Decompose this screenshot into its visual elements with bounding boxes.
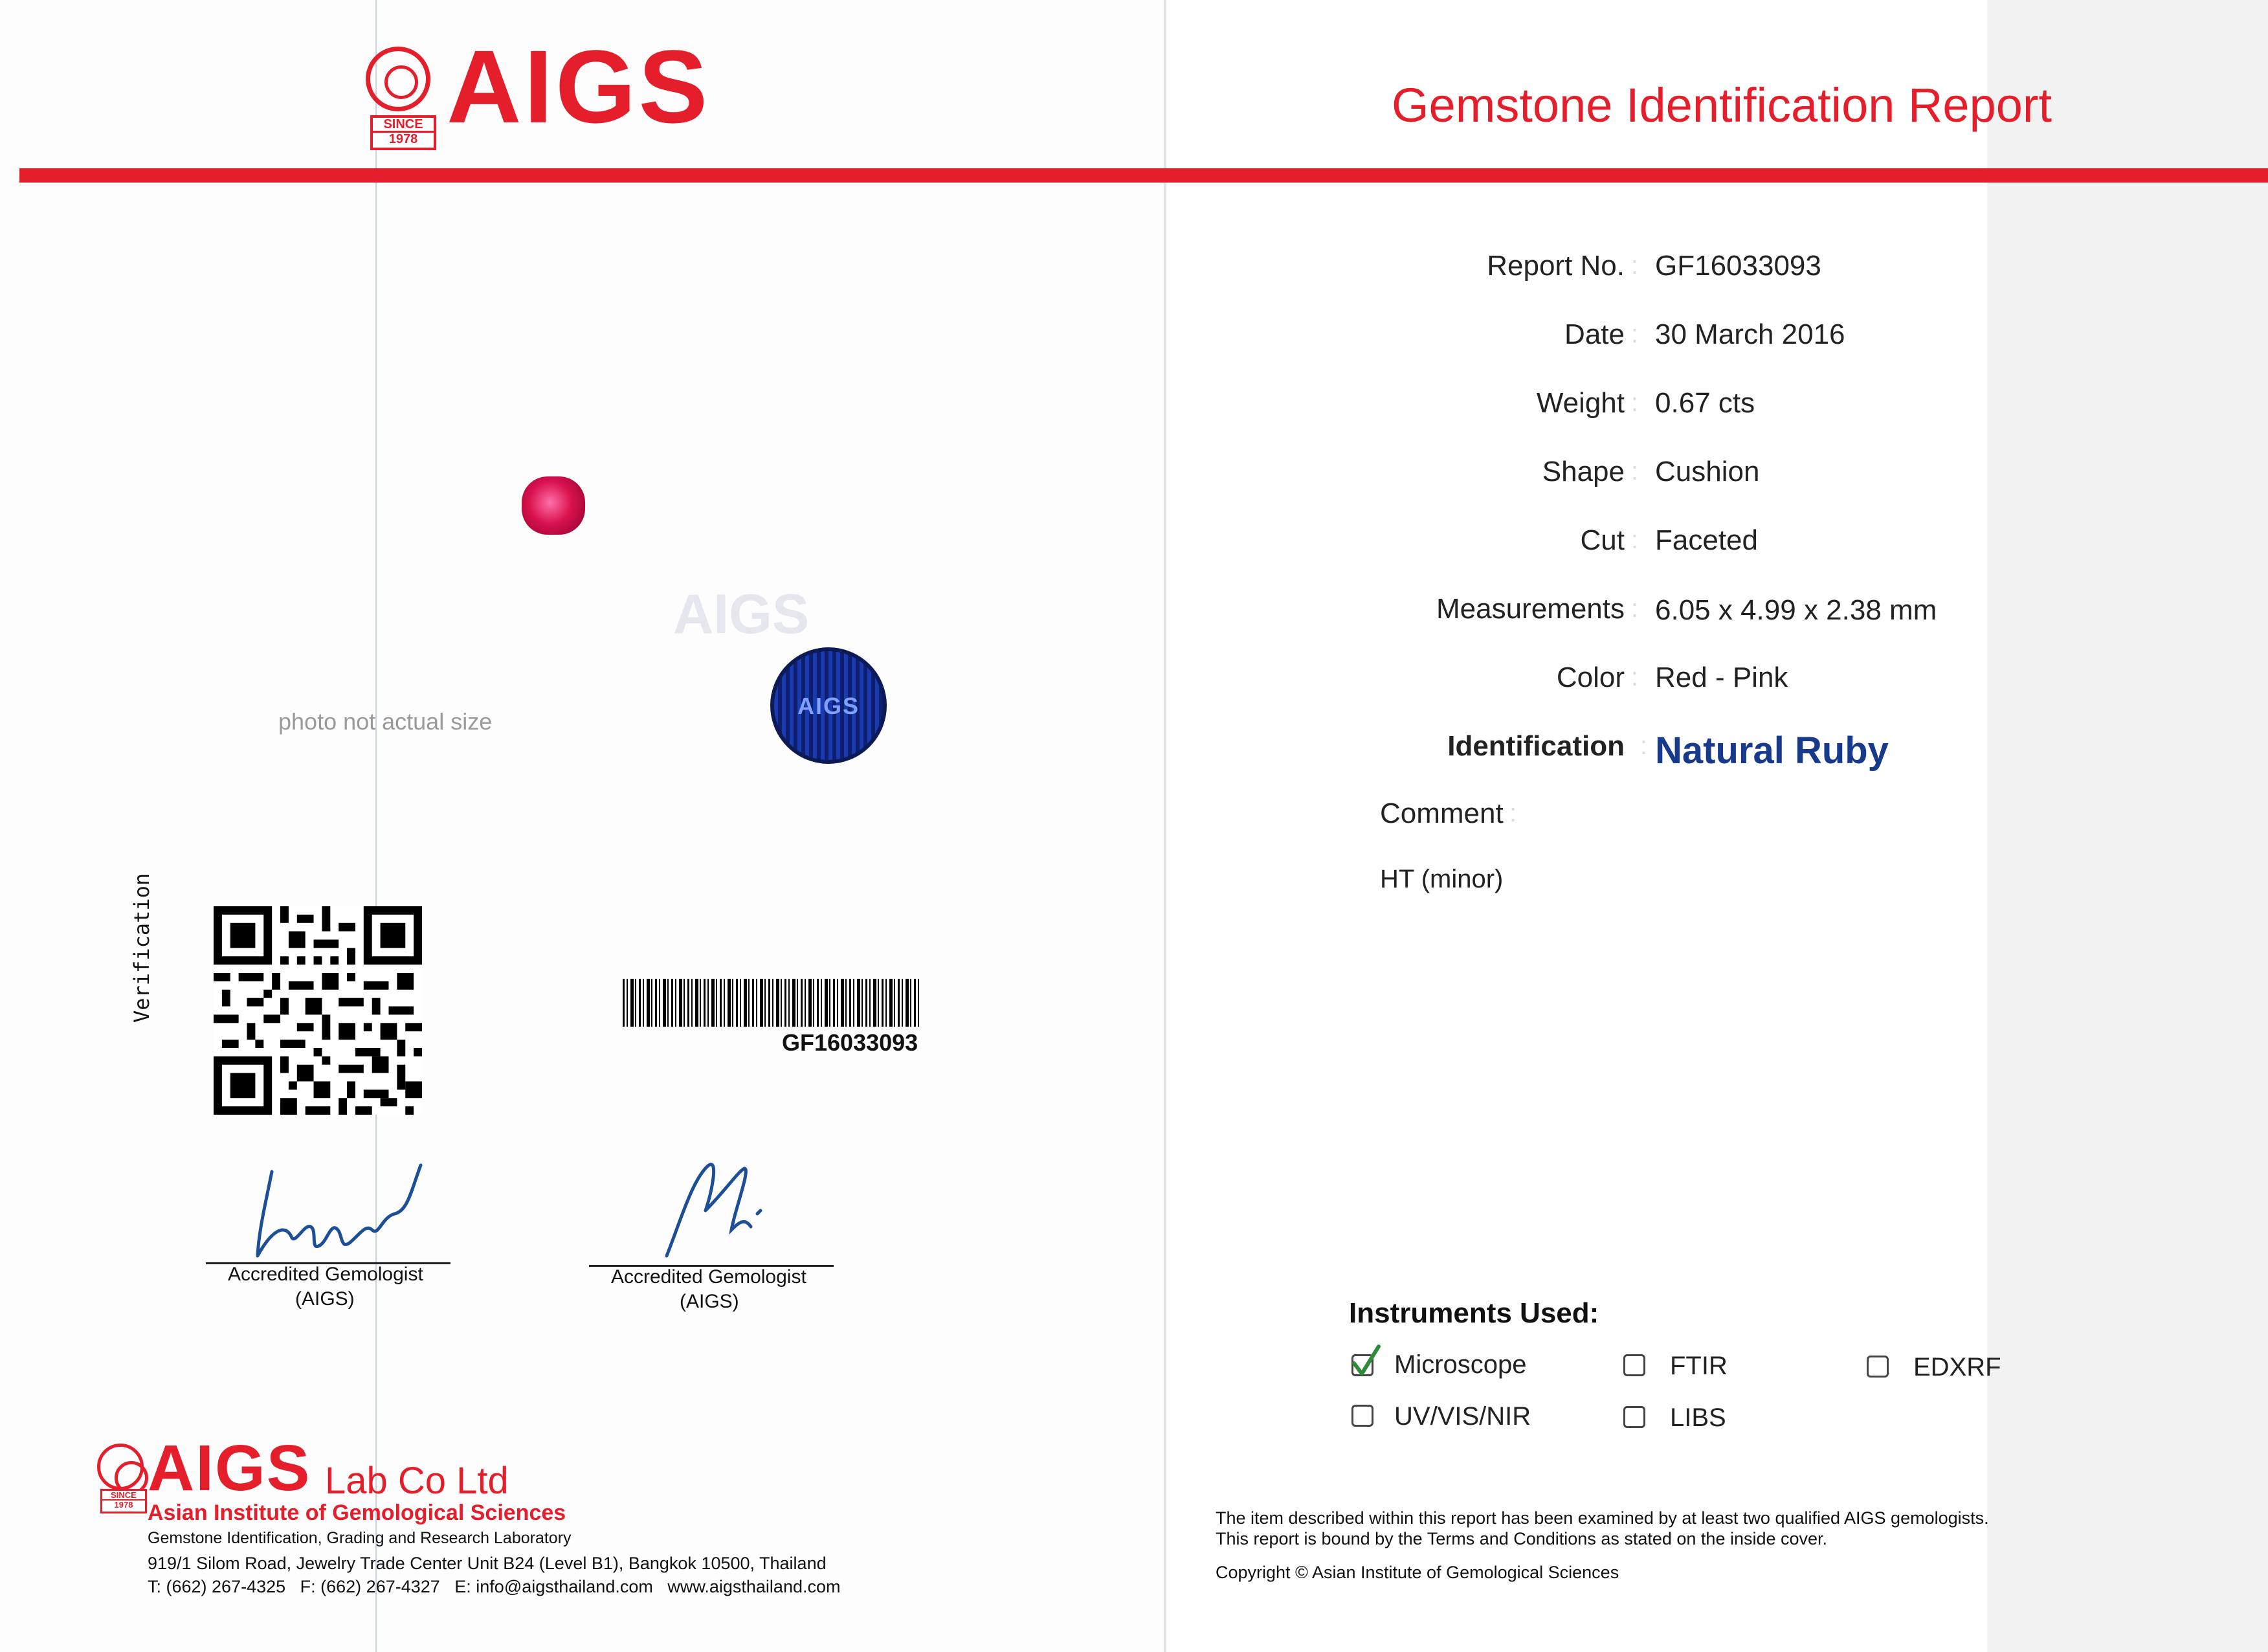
- right-page-edge: [1987, 0, 2268, 1652]
- detail-colon: :: [1509, 799, 1517, 827]
- aigs-seal-icon: [366, 47, 430, 111]
- signature-1-org: (AIGS): [295, 1288, 355, 1310]
- disclaimer-line-1: The item described within this report has been examined by at least two qualified AIGS gemologists.: [1216, 1508, 1989, 1528]
- footer-tagline: Gemstone Identification, Grading and Research Laboratory: [148, 1529, 572, 1547]
- report-barcode: [623, 979, 920, 1027]
- copyright-notice: Copyright © Asian Institute of Gemological Sciences: [1216, 1563, 1619, 1582]
- footer-institute: Asian Institute of Gemological Sciences: [148, 1501, 566, 1525]
- detail-value-measurements: 6.05 x 4.99 x 2.38 mm: [1655, 594, 1937, 626]
- detail-label-weight: Weight: [1536, 387, 1625, 419]
- signature-2-title: Accredited Gemologist: [611, 1266, 806, 1288]
- detail-label-cut: Cut: [1580, 524, 1625, 556]
- detail-value-weight: 0.67 cts: [1655, 387, 1755, 419]
- footer-brand-suffix: Lab Co Ltd: [325, 1460, 509, 1502]
- detail-value-cut: Faceted: [1655, 524, 1758, 556]
- comment-label: Comment: [1380, 798, 1504, 829]
- detail-value-report-no: GF16033093: [1655, 250, 1821, 282]
- footer-aigs-seal-icon: [97, 1444, 144, 1490]
- uv-vis-nir-label: UV/VIS/NIR: [1394, 1402, 1531, 1431]
- detail-label-shape: Shape: [1542, 456, 1625, 487]
- edxrf-checkbox[interactable]: [1867, 1356, 1889, 1378]
- detail-label-color: Color: [1556, 662, 1625, 693]
- disclaimer-line-2: This report is bound by the Terms and Conditions as stated on the inside cover.: [1216, 1529, 1828, 1548]
- verification-qr-code[interactable]: [214, 906, 422, 1115]
- detail-label-date: Date: [1564, 318, 1625, 350]
- ftir-checkbox[interactable]: [1623, 1354, 1645, 1376]
- checkmark-icon: [1348, 1341, 1383, 1380]
- detail-label-measurements: Measurements: [1436, 593, 1625, 625]
- signature-1-title: Accredited Gemologist: [228, 1264, 423, 1285]
- instruments-title: Instruments Used:: [1349, 1297, 1599, 1329]
- footer-since-badge: [100, 1489, 147, 1513]
- detail-colon: :: [1631, 320, 1639, 348]
- ruby-photo: [522, 476, 585, 535]
- footer-contacts: T: (662) 267-4325 F: (662) 267-4327 E: info@aigsthailand.com www.aigsthailand.com: [148, 1577, 841, 1596]
- identification-label: Identification: [1447, 730, 1625, 762]
- microscope-label: Microscope: [1394, 1350, 1527, 1379]
- signature-2-org: (AIGS): [680, 1291, 739, 1312]
- comment-value: HT (minor): [1380, 865, 1504, 893]
- footer-since-year: 1978: [102, 1499, 145, 1509]
- detail-colon: :: [1631, 594, 1639, 623]
- signature-1: [246, 1152, 440, 1262]
- detail-colon: :: [1631, 457, 1639, 486]
- detail-colon: :: [1631, 251, 1639, 280]
- barcode-number: GF16033093: [782, 1029, 918, 1056]
- header-red-rule: [19, 168, 2268, 183]
- detail-label-report-no: Report No.: [1487, 250, 1625, 282]
- detail-colon: :: [1631, 388, 1639, 417]
- brand-logo-text: AIGS: [447, 28, 711, 144]
- hologram-seal: [770, 647, 887, 764]
- since-year: 1978: [373, 131, 434, 146]
- left-crease: [375, 0, 377, 1652]
- libs-label: LIBS: [1670, 1403, 1726, 1432]
- aigs-watermark: AIGS: [673, 583, 810, 645]
- footer-address: 919/1 Silom Road, Jewelry Trade Center Unit B24 (Level B1), Bangkok 10500, Thailand: [148, 1554, 827, 1573]
- libs-checkbox[interactable]: [1623, 1406, 1645, 1428]
- detail-colon: :: [1631, 526, 1639, 554]
- footer-brand: AIGS: [148, 1432, 311, 1504]
- ftir-label: FTIR: [1670, 1352, 1728, 1380]
- uv-vis-nir-checkbox[interactable]: [1351, 1405, 1373, 1427]
- center-fold: [1164, 0, 1166, 1652]
- detail-value-shape: Cushion: [1655, 456, 1760, 487]
- signature-2: [654, 1152, 777, 1262]
- since-label: SINCE: [383, 117, 423, 131]
- identification-value: Natural Ruby: [1655, 730, 1889, 772]
- verification-label: Verification: [129, 873, 154, 1023]
- since-badge: [370, 115, 436, 150]
- detail-colon: :: [1631, 663, 1639, 691]
- photo-note: photo not actual size: [278, 708, 493, 735]
- hologram-text: AIGS: [797, 693, 860, 719]
- detail-value-color: Red - Pink: [1655, 662, 1788, 693]
- report-title: Gemstone Identification Report: [1392, 78, 2052, 132]
- edxrf-label: EDXRF: [1913, 1353, 2001, 1381]
- detail-colon: :: [1640, 731, 1648, 760]
- detail-value-date: 30 March 2016: [1655, 318, 1845, 350]
- footer-since-label: SINCE: [111, 1490, 137, 1500]
